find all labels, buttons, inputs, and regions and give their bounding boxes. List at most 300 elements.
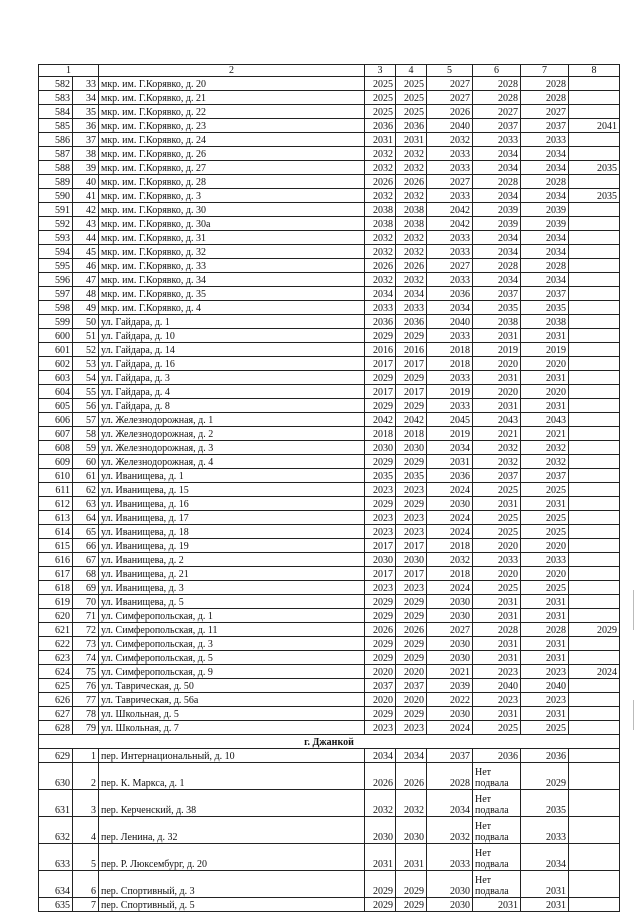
year-col4-cell: 2025 xyxy=(396,91,427,105)
local-number-cell: 50 xyxy=(73,315,99,329)
local-number-cell: 34 xyxy=(73,91,99,105)
year-col3-cell: 2038 xyxy=(365,217,396,231)
year-col4-cell: 2017 xyxy=(396,385,427,399)
year-col5-cell: 2042 xyxy=(427,203,473,217)
year-col4-cell: 2030 xyxy=(396,441,427,455)
year-col8-cell xyxy=(569,871,620,898)
year-col4-cell: 2038 xyxy=(396,217,427,231)
year-col3-cell: 2016 xyxy=(365,343,396,357)
year-col8-cell xyxy=(569,77,620,91)
year-col8-cell xyxy=(569,175,620,189)
year-col7-cell: 2025 xyxy=(521,721,569,735)
year-col8-cell xyxy=(569,637,620,651)
year-col4-cell: 2026 xyxy=(396,175,427,189)
year-col6-cell: 2035 xyxy=(473,301,521,315)
year-col4-cell: 2034 xyxy=(396,287,427,301)
local-number-cell: 38 xyxy=(73,147,99,161)
table-row xyxy=(39,315,620,329)
row-number-cell: 599 xyxy=(39,315,73,329)
local-number-cell: 51 xyxy=(73,329,99,343)
year-col5-cell: 2036 xyxy=(427,287,473,301)
year-col5-cell: 2033 xyxy=(427,231,473,245)
year-col5-cell: 2033 xyxy=(427,245,473,259)
year-col8-cell xyxy=(569,343,620,357)
year-col6-cell: 2034 xyxy=(473,189,521,203)
year-col3-cell: 2029 xyxy=(365,651,396,665)
row-number-cell: 610 xyxy=(39,469,73,483)
year-col3-cell: 2029 xyxy=(365,871,396,898)
year-col8-cell xyxy=(569,469,620,483)
year-col4-cell: 2029 xyxy=(396,707,427,721)
local-number-cell: 3 xyxy=(73,790,99,817)
year-col4-cell: 2032 xyxy=(396,245,427,259)
year-col4-cell: 2032 xyxy=(396,189,427,203)
year-col7-cell: 2028 xyxy=(521,91,569,105)
row-number-cell: 597 xyxy=(39,287,73,301)
year-col5-cell: 2030 xyxy=(427,609,473,623)
table-row xyxy=(39,637,620,651)
row-number-cell: 626 xyxy=(39,693,73,707)
year-col3-cell: 2032 xyxy=(365,189,396,203)
address-cell: мкр. им. Г.Корявко, д. 24 xyxy=(99,133,365,147)
table-row xyxy=(39,651,620,665)
year-col8-cell xyxy=(569,749,620,763)
year-col4-cell: 2020 xyxy=(396,693,427,707)
table-row xyxy=(39,844,620,871)
address-cell: ул. Таврическая, д. 50 xyxy=(99,679,365,693)
year-col4-cell: 2029 xyxy=(396,609,427,623)
year-col5-cell: 2033 xyxy=(427,161,473,175)
year-col5-cell: 2027 xyxy=(427,77,473,91)
year-col3-cell: 2032 xyxy=(365,790,396,817)
year-col6-cell: 2031 xyxy=(473,637,521,651)
year-col7-cell: 2031 xyxy=(521,371,569,385)
year-col7-cell: 2027 xyxy=(521,105,569,119)
table-row xyxy=(39,665,620,679)
year-col4-cell: 2029 xyxy=(396,595,427,609)
year-col3-cell: 2020 xyxy=(365,693,396,707)
year-col4-cell: 2023 xyxy=(396,721,427,735)
table-row xyxy=(39,371,620,385)
table-row xyxy=(39,763,620,790)
address-cell: мкр. им. Г.Корявко, д. 21 xyxy=(99,91,365,105)
year-col5-cell: 2018 xyxy=(427,343,473,357)
year-col4-cell: 2029 xyxy=(396,651,427,665)
year-col3-cell: 2026 xyxy=(365,763,396,790)
year-col7-cell: 2038 xyxy=(521,315,569,329)
year-col8-cell xyxy=(569,217,620,231)
year-col4-cell: 2042 xyxy=(396,413,427,427)
year-col7-cell: 2025 xyxy=(521,581,569,595)
year-col8-cell xyxy=(569,147,620,161)
table-row xyxy=(39,189,620,203)
year-col7-cell: 2034 xyxy=(521,273,569,287)
address-cell: ул. Симферопольская, д. 11 xyxy=(99,623,365,637)
year-col3-cell: 2025 xyxy=(365,91,396,105)
address-cell: ул. Симферопольская, д. 3 xyxy=(99,637,365,651)
year-col8-cell xyxy=(569,763,620,790)
year-col3-cell: 2020 xyxy=(365,665,396,679)
local-number-cell: 5 xyxy=(73,844,99,871)
year-col6-cell: 2031 xyxy=(473,497,521,511)
year-col7-cell: 2039 xyxy=(521,217,569,231)
year-col4-cell: 2029 xyxy=(396,329,427,343)
table-row xyxy=(39,133,620,147)
row-number-cell: 631 xyxy=(39,790,73,817)
year-col4-cell: 2023 xyxy=(396,525,427,539)
header-cell: 6 xyxy=(473,65,521,77)
local-number-cell: 6 xyxy=(73,871,99,898)
row-number-cell: 588 xyxy=(39,161,73,175)
year-col3-cell: 2017 xyxy=(365,567,396,581)
year-col3-cell: 2031 xyxy=(365,133,396,147)
table-row xyxy=(39,525,620,539)
year-col3-cell: 2035 xyxy=(365,469,396,483)
year-col6-cell: 2039 xyxy=(473,203,521,217)
header-cell: 8 xyxy=(569,65,620,77)
year-col8-cell xyxy=(569,413,620,427)
year-col8-cell xyxy=(569,259,620,273)
row-number-cell: 583 xyxy=(39,91,73,105)
local-number-cell: 53 xyxy=(73,357,99,371)
year-col6-cell: 2031 xyxy=(473,898,521,912)
year-col7-cell: 2029 xyxy=(521,763,569,790)
row-number-cell: 582 xyxy=(39,77,73,91)
year-col8-cell xyxy=(569,91,620,105)
year-col5-cell: 2018 xyxy=(427,357,473,371)
table-row xyxy=(39,203,620,217)
year-col8-cell xyxy=(569,567,620,581)
year-col8-cell xyxy=(569,651,620,665)
row-number-cell: 632 xyxy=(39,817,73,844)
year-col8-cell xyxy=(569,371,620,385)
year-col3-cell: 2029 xyxy=(365,497,396,511)
year-col3-cell: 2025 xyxy=(365,105,396,119)
year-col7-cell: 2031 xyxy=(521,637,569,651)
table-row xyxy=(39,175,620,189)
year-col6-cell: 2028 xyxy=(473,91,521,105)
year-col3-cell: 2026 xyxy=(365,623,396,637)
year-col8-cell: 2035 xyxy=(569,189,620,203)
local-number-cell: 71 xyxy=(73,609,99,623)
year-col4-cell: 2034 xyxy=(396,749,427,763)
year-col7-cell: 2037 xyxy=(521,287,569,301)
row-number-cell: 616 xyxy=(39,553,73,567)
year-col8-cell xyxy=(569,721,620,735)
table-row xyxy=(39,287,620,301)
table-row xyxy=(39,483,620,497)
table-row xyxy=(39,147,620,161)
row-number-cell: 590 xyxy=(39,189,73,203)
address-cell: ул. Школьная, д. 5 xyxy=(99,707,365,721)
year-col7-cell: 2031 xyxy=(521,871,569,898)
address-cell: мкр. им. Г.Корявко, д. 27 xyxy=(99,161,365,175)
table-row xyxy=(39,581,620,595)
year-col8-cell xyxy=(569,539,620,553)
local-number-cell: 7 xyxy=(73,898,99,912)
year-col3-cell: 2036 xyxy=(365,315,396,329)
year-col6-cell: 2025 xyxy=(473,511,521,525)
table-row xyxy=(39,413,620,427)
year-col3-cell: 2029 xyxy=(365,609,396,623)
year-col7-cell: 2020 xyxy=(521,539,569,553)
table-row xyxy=(39,259,620,273)
local-number-cell: 36 xyxy=(73,119,99,133)
row-number-cell: 600 xyxy=(39,329,73,343)
year-col8-cell xyxy=(569,497,620,511)
year-col5-cell: 2030 xyxy=(427,595,473,609)
year-col8-cell xyxy=(569,790,620,817)
table-row xyxy=(39,693,620,707)
address-cell: ул. Гайдара, д. 1 xyxy=(99,315,365,329)
local-number-cell: 41 xyxy=(73,189,99,203)
year-col6-cell: 2028 xyxy=(473,623,521,637)
year-col3-cell: 2023 xyxy=(365,511,396,525)
table-row xyxy=(39,357,620,371)
table-row xyxy=(39,231,620,245)
address-cell: ул. Гайдара, д. 16 xyxy=(99,357,365,371)
local-number-cell: 64 xyxy=(73,511,99,525)
local-number-cell: 61 xyxy=(73,469,99,483)
row-number-cell: 601 xyxy=(39,343,73,357)
year-col3-cell: 2032 xyxy=(365,245,396,259)
address-cell: ул. Иванищева, д. 16 xyxy=(99,497,365,511)
table-row xyxy=(39,749,620,763)
year-col8-cell xyxy=(569,581,620,595)
local-number-cell: 62 xyxy=(73,483,99,497)
year-col5-cell: 2027 xyxy=(427,259,473,273)
local-number-cell: 47 xyxy=(73,273,99,287)
row-number-cell: 611 xyxy=(39,483,73,497)
row-number-cell: 625 xyxy=(39,679,73,693)
year-col8-cell xyxy=(569,399,620,413)
row-number-cell: 604 xyxy=(39,385,73,399)
local-number-cell: 67 xyxy=(73,553,99,567)
address-cell: мкр. им. Г.Корявко, д. 30а xyxy=(99,217,365,231)
year-col7-cell: 2043 xyxy=(521,413,569,427)
address-cell: пер. Интернациональный, д. 10 xyxy=(99,749,365,763)
year-col6-cell: 2025 xyxy=(473,525,521,539)
year-col4-cell: 2031 xyxy=(396,844,427,871)
row-number-cell: 603 xyxy=(39,371,73,385)
local-number-cell: 70 xyxy=(73,595,99,609)
table-body xyxy=(39,65,620,912)
year-col3-cell: 2023 xyxy=(365,581,396,595)
year-col6-cell: 2040 xyxy=(473,679,521,693)
year-col3-cell: 2029 xyxy=(365,637,396,651)
local-number-cell: 40 xyxy=(73,175,99,189)
table-row xyxy=(39,105,620,119)
year-col3-cell: 2042 xyxy=(365,413,396,427)
year-col3-cell: 2033 xyxy=(365,301,396,315)
address-cell: ул. Симферопольская, д. 1 xyxy=(99,609,365,623)
address-cell: ул. Железнодорожная, д. 4 xyxy=(99,455,365,469)
year-col7-cell: 2023 xyxy=(521,665,569,679)
local-number-cell: 75 xyxy=(73,665,99,679)
table-row xyxy=(39,455,620,469)
year-col5-cell: 2026 xyxy=(427,105,473,119)
year-col6-cell: 2025 xyxy=(473,721,521,735)
year-col3-cell: 2017 xyxy=(365,539,396,553)
year-col7-cell: 2025 xyxy=(521,483,569,497)
year-col5-cell: 2022 xyxy=(427,693,473,707)
local-number-cell: 78 xyxy=(73,707,99,721)
local-number-cell: 33 xyxy=(73,77,99,91)
row-number-cell: 602 xyxy=(39,357,73,371)
year-col8-cell xyxy=(569,455,620,469)
header-cell: 2 xyxy=(99,65,365,77)
header-cell: 3 xyxy=(365,65,396,77)
local-number-cell: 52 xyxy=(73,343,99,357)
row-number-cell: 591 xyxy=(39,203,73,217)
year-col8-cell xyxy=(569,287,620,301)
table-row xyxy=(39,539,620,553)
row-number-cell: 584 xyxy=(39,105,73,119)
address-cell: мкр. им. Г.Корявко, д. 34 xyxy=(99,273,365,287)
table-row xyxy=(39,119,620,133)
table-row xyxy=(39,609,620,623)
year-col7-cell: 2040 xyxy=(521,679,569,693)
row-number-cell: 630 xyxy=(39,763,73,790)
year-col8-cell xyxy=(569,679,620,693)
year-col7-cell: 2031 xyxy=(521,399,569,413)
row-number-cell: 596 xyxy=(39,273,73,287)
year-col8-cell xyxy=(569,707,620,721)
year-col6-cell: Нет подвала xyxy=(473,871,521,898)
table-row xyxy=(39,273,620,287)
address-cell: мкр. им. Г.Корявко, д. 33 xyxy=(99,259,365,273)
year-col5-cell: 2021 xyxy=(427,665,473,679)
row-number-cell: 624 xyxy=(39,665,73,679)
year-col7-cell: 2028 xyxy=(521,623,569,637)
year-col3-cell: 2030 xyxy=(365,441,396,455)
year-col5-cell: 2033 xyxy=(427,147,473,161)
year-col4-cell: 2023 xyxy=(396,511,427,525)
year-col8-cell xyxy=(569,511,620,525)
row-number-cell: 634 xyxy=(39,871,73,898)
year-col3-cell: 2023 xyxy=(365,721,396,735)
year-col5-cell: 2034 xyxy=(427,790,473,817)
year-col7-cell: 2020 xyxy=(521,567,569,581)
local-number-cell: 73 xyxy=(73,637,99,651)
year-col8-cell xyxy=(569,329,620,343)
row-number-cell: 595 xyxy=(39,259,73,273)
header-cell: 5 xyxy=(427,65,473,77)
year-col4-cell: 2032 xyxy=(396,161,427,175)
year-col5-cell: 2032 xyxy=(427,553,473,567)
year-col7-cell: 2032 xyxy=(521,441,569,455)
year-col8-cell xyxy=(569,385,620,399)
year-col7-cell: 2020 xyxy=(521,385,569,399)
year-col6-cell: 2025 xyxy=(473,483,521,497)
local-number-cell: 2 xyxy=(73,763,99,790)
year-col6-cell: 2031 xyxy=(473,609,521,623)
table-row xyxy=(39,301,620,315)
table-row xyxy=(39,707,620,721)
address-cell: ул. Иванищева, д. 3 xyxy=(99,581,365,595)
year-col4-cell: 2026 xyxy=(396,763,427,790)
address-cell: мкр. им. Г.Корявко, д. 35 xyxy=(99,287,365,301)
local-number-cell: 56 xyxy=(73,399,99,413)
row-number-cell: 594 xyxy=(39,245,73,259)
year-col7-cell: 2033 xyxy=(521,553,569,567)
year-col7-cell: 2031 xyxy=(521,707,569,721)
year-col6-cell: 2021 xyxy=(473,427,521,441)
local-number-cell: 68 xyxy=(73,567,99,581)
year-col5-cell: 2027 xyxy=(427,175,473,189)
local-number-cell: 48 xyxy=(73,287,99,301)
local-number-cell: 72 xyxy=(73,623,99,637)
address-cell: ул. Иванищева, д. 15 xyxy=(99,483,365,497)
local-number-cell: 76 xyxy=(73,679,99,693)
year-col5-cell: 2036 xyxy=(427,469,473,483)
local-number-cell: 65 xyxy=(73,525,99,539)
year-col7-cell: 2025 xyxy=(521,511,569,525)
year-col3-cell: 2018 xyxy=(365,427,396,441)
year-col3-cell: 2034 xyxy=(365,749,396,763)
year-col6-cell: 2031 xyxy=(473,399,521,413)
year-col5-cell: 2018 xyxy=(427,539,473,553)
year-col3-cell: 2032 xyxy=(365,161,396,175)
row-number-cell: 628 xyxy=(39,721,73,735)
table-row xyxy=(39,385,620,399)
address-cell: ул. Иванищева, д. 18 xyxy=(99,525,365,539)
year-col6-cell: 2034 xyxy=(473,231,521,245)
year-col4-cell: 2035 xyxy=(396,469,427,483)
address-cell: ул. Иванищева, д. 2 xyxy=(99,553,365,567)
table-row xyxy=(39,427,620,441)
year-col7-cell: 2031 xyxy=(521,898,569,912)
year-col5-cell: 2033 xyxy=(427,399,473,413)
address-cell: мкр. им. Г.Корявко, д. 4 xyxy=(99,301,365,315)
local-number-cell: 45 xyxy=(73,245,99,259)
year-col3-cell: 2030 xyxy=(365,553,396,567)
local-number-cell: 57 xyxy=(73,413,99,427)
address-cell: ул. Иванищева, д. 21 xyxy=(99,567,365,581)
year-col8-cell xyxy=(569,133,620,147)
local-number-cell: 79 xyxy=(73,721,99,735)
address-cell: пер. Спортивный, д. 5 xyxy=(99,898,365,912)
year-col5-cell: 2037 xyxy=(427,749,473,763)
year-col5-cell: 2033 xyxy=(427,273,473,287)
year-col5-cell: 2024 xyxy=(427,511,473,525)
row-number-cell: 607 xyxy=(39,427,73,441)
year-col4-cell: 2036 xyxy=(396,119,427,133)
year-col6-cell: 2031 xyxy=(473,651,521,665)
year-col5-cell: 2033 xyxy=(427,844,473,871)
year-col6-cell: 2031 xyxy=(473,329,521,343)
year-col5-cell: 2024 xyxy=(427,483,473,497)
row-number-cell: 614 xyxy=(39,525,73,539)
year-col8-cell xyxy=(569,203,620,217)
year-col4-cell: 2030 xyxy=(396,553,427,567)
address-cell: ул. Иванищева, д. 1 xyxy=(99,469,365,483)
address-cell: мкр. им. Г.Корявко, д. 30 xyxy=(99,203,365,217)
year-col5-cell: 2042 xyxy=(427,217,473,231)
year-col5-cell: 2040 xyxy=(427,119,473,133)
address-cell: пер. Керченский, д. 38 xyxy=(99,790,365,817)
year-col7-cell: 2034 xyxy=(521,147,569,161)
year-col6-cell: 2034 xyxy=(473,245,521,259)
year-col4-cell: 2031 xyxy=(396,133,427,147)
table-row xyxy=(39,679,620,693)
table-row xyxy=(39,790,620,817)
year-col5-cell: 2030 xyxy=(427,707,473,721)
year-col7-cell: 2028 xyxy=(521,77,569,91)
year-col4-cell: 2026 xyxy=(396,259,427,273)
year-col8-cell xyxy=(569,105,620,119)
year-col8-cell xyxy=(569,245,620,259)
